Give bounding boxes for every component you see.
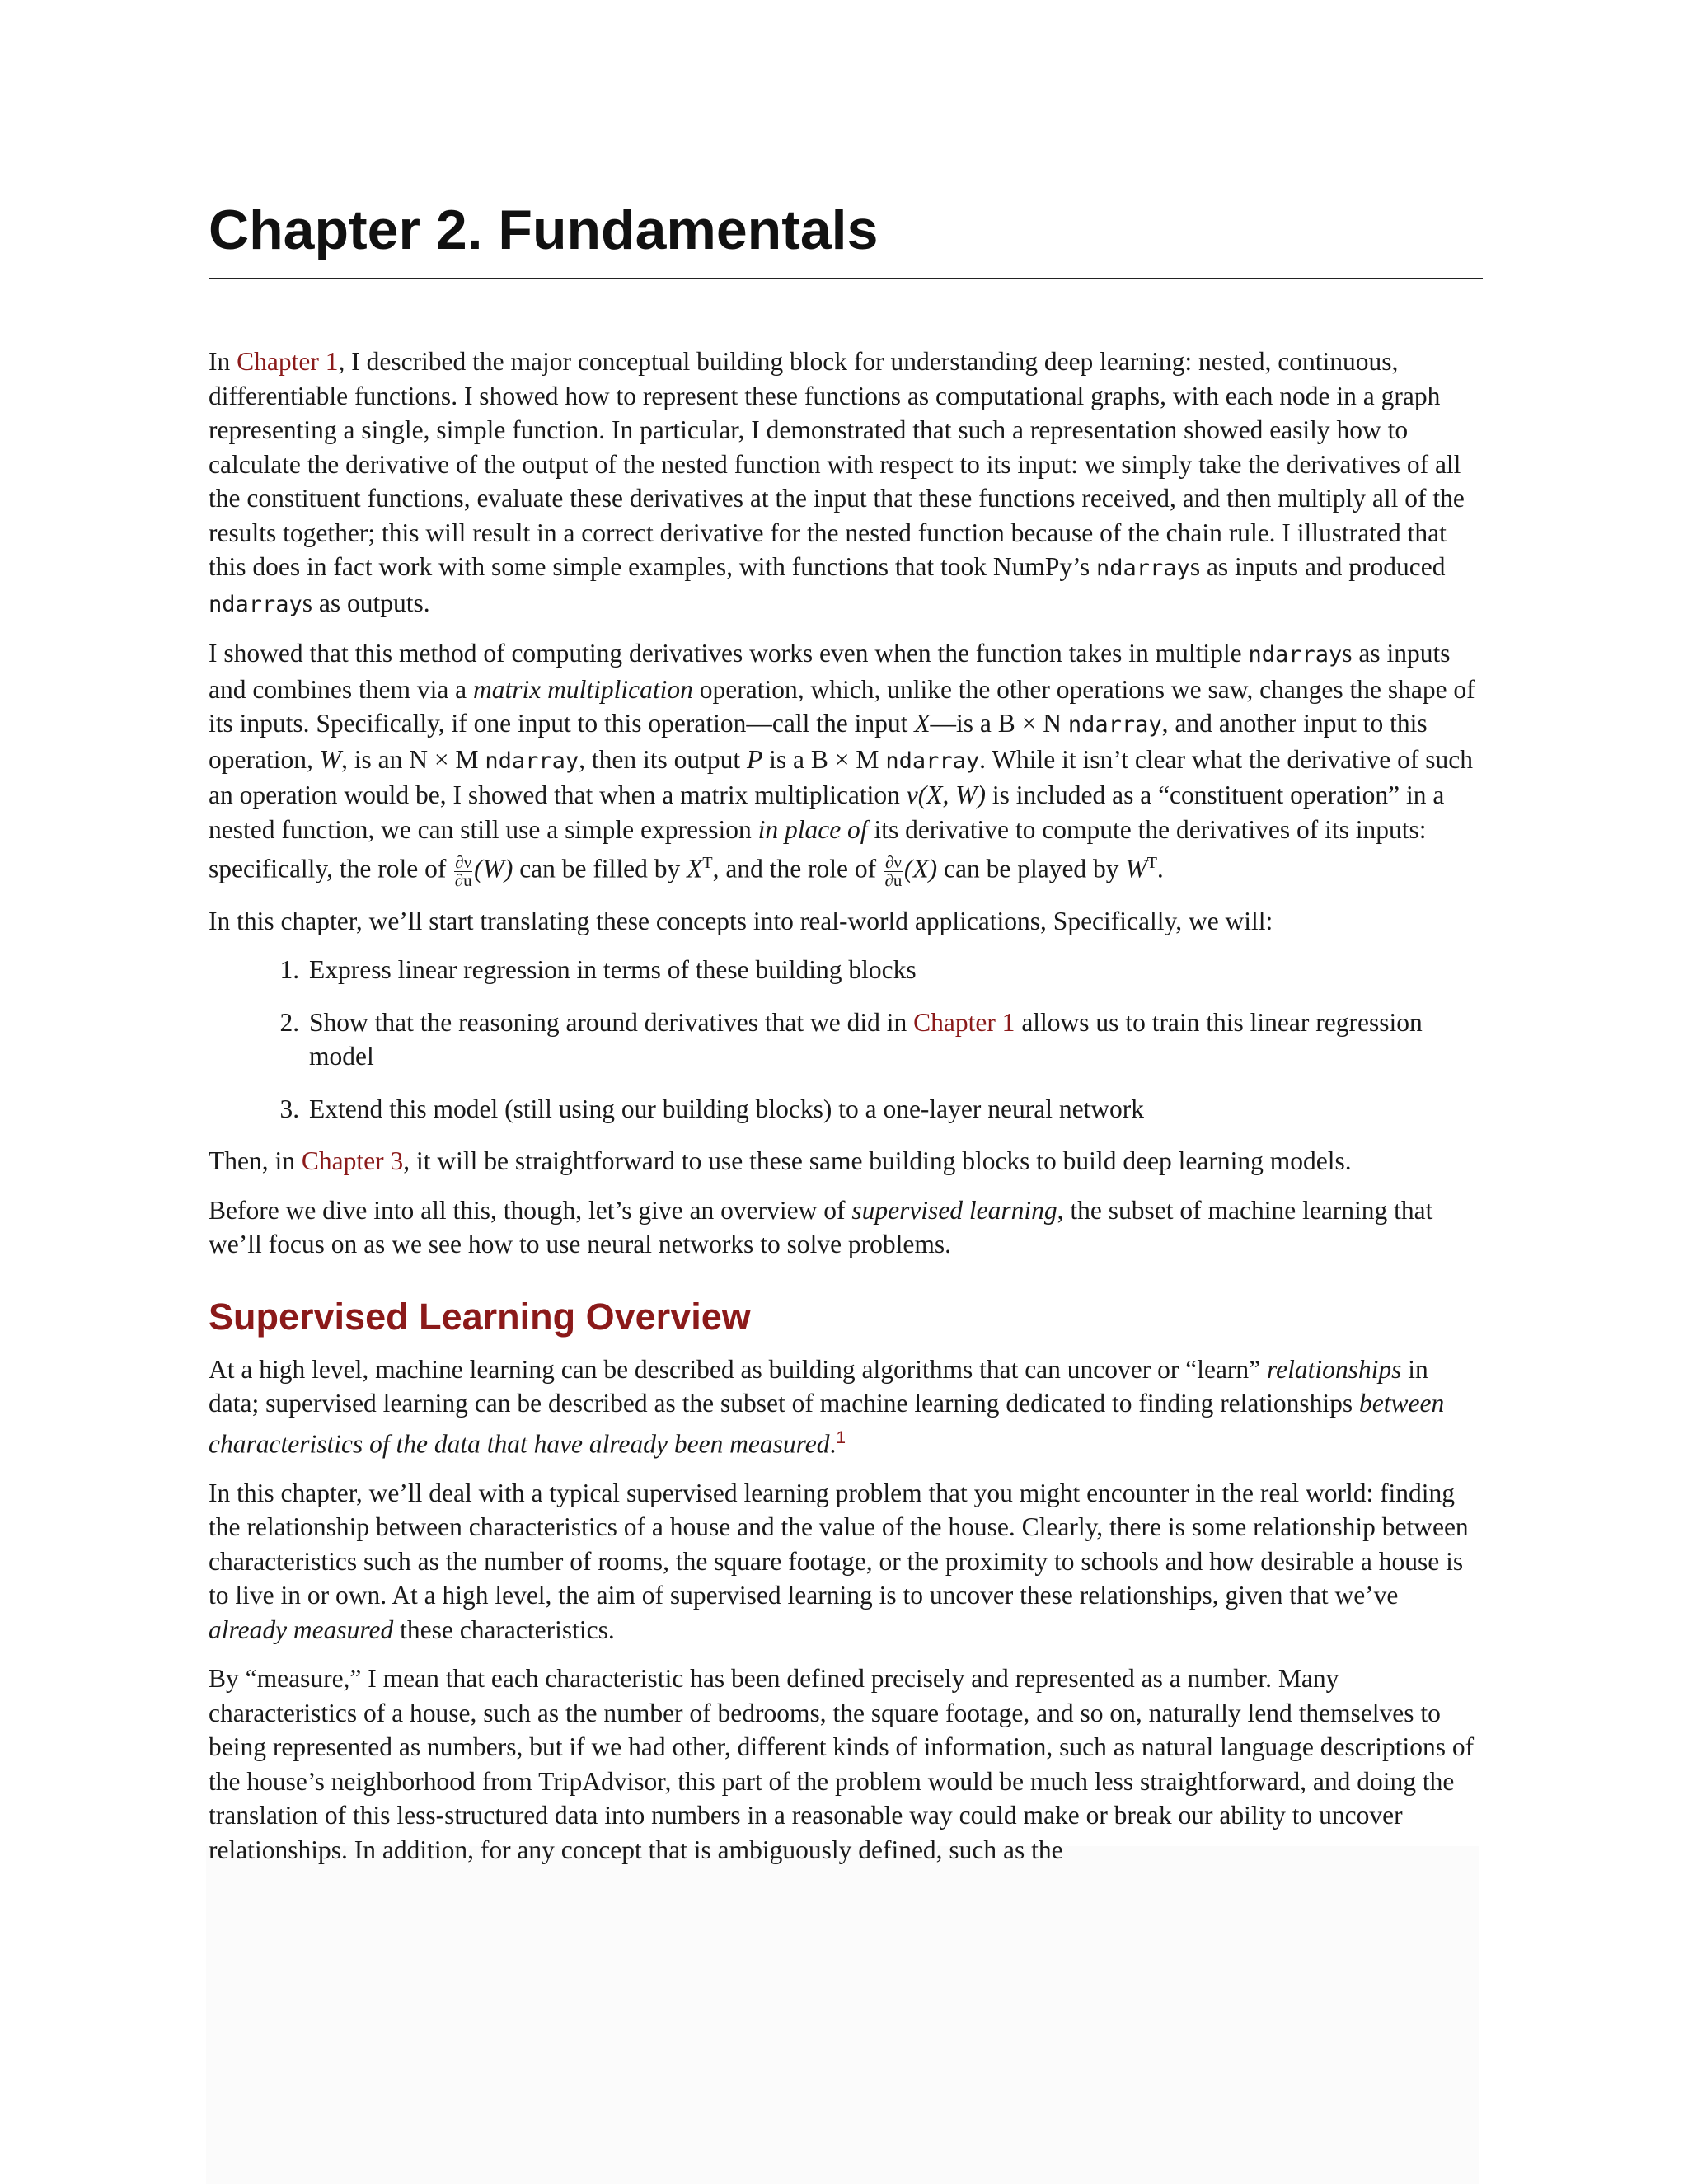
text: its derivative to compute the derivatives of its inputs: specifically, the role of (209, 814, 1427, 883)
chapter-plan-list (209, 953, 1483, 1126)
code-ndarray: ndarray (885, 748, 980, 774)
paragraph-chapter-plan: In this chapter, we’ll start translating these concepts into real-world applications, Specifically, we will: (209, 906, 1273, 935)
fraction-numerator: ∂ν (885, 851, 902, 872)
chapter-1-link[interactable]: Chapter 1 (913, 1007, 1015, 1037)
text: s as outputs. (302, 588, 430, 617)
text: allows us to train this linear regression model (309, 1007, 1423, 1071)
partial-derivative-fraction (884, 851, 903, 890)
text: can be played by (937, 854, 1126, 883)
text: I showed that this method of computing derivatives works even when the function takes in multiple (209, 639, 1249, 668)
text: . (1156, 854, 1164, 883)
text: , is an N × M (340, 744, 485, 774)
code-ndarray: ndarray (209, 591, 302, 617)
text: Extend this model (still using our building blocks) to a one-layer neural network (309, 1094, 1145, 1123)
text: Then, in (209, 1146, 302, 1176)
fraction-numerator: ∂ν (455, 851, 472, 872)
list-item (306, 1092, 1483, 1127)
chapter-body (209, 344, 1483, 1882)
text: operation, which, unlike the other operations we saw, changes the shape of its inputs. Specifically, if one input to this operation—call the input (209, 674, 1475, 738)
math-var-w: W (319, 744, 341, 774)
text: s as inputs and produced (1189, 552, 1446, 581)
paragraph-ml-definition (209, 1352, 1483, 1461)
chapter-title: Chapter 2. Fundamentals (209, 199, 879, 261)
code-ndarray: ndarray (485, 748, 579, 774)
section-title: Supervised Learning Overview (209, 1295, 751, 1338)
text: . While it isn’t clear what the derivative of such an operation would be, I showed that when a matrix multiplication (209, 744, 1474, 809)
text: , the subset of machine learning that we’ll focus on as we see how to use neural networks to solve problems. (209, 1195, 1433, 1259)
text: At a high level, machine learning can be described as building algorithms that can uncover or “learn” (209, 1354, 1268, 1384)
code-ndarray: ndarray (1067, 712, 1162, 738)
footnote-ref[interactable]: 1 (836, 1427, 846, 1447)
paragraph-measure: By “measure,” I mean that each characteristic has been defined precisely and represented as a number. Many characteristics of a house, such as the number of bedrooms, the square footage, and so on, naturally lend themselves to being represented as numbers, but if we had other, different kinds of information, such as natural language descriptions of the house’s neighborhood from TripAdvisor, this part of the problem would be much less straightforward, and doing the translation of this less-structured data into numbers in a reasonable way could make or break our ability to uncover relationships. In addition, for any concept that is ambiguously defined, such as the (209, 1664, 1475, 1864)
text: is a B × M (762, 744, 886, 774)
title-rule (209, 278, 1483, 279)
text: , it will be straightforward to use these same building blocks to build deep learning models. (403, 1146, 1352, 1176)
chapter-1-link[interactable]: Chapter 1 (237, 347, 339, 376)
list-item (306, 1005, 1483, 1074)
book-page (209, 0, 1483, 2184)
math-var-w: W (1125, 854, 1147, 883)
fraction-denominator: ∂u (454, 869, 472, 890)
text: Show that the reasoning around derivatives that we did in (309, 1007, 914, 1037)
emphasis: relationships (1267, 1354, 1402, 1384)
text: , I described the major conceptual building block for understanding deep learning: nested, continuous, differentiable functions. I showed how to represent these functions as computational graphs, with each node in a graph representing a single, simple function. In particular, I demonstrated that such a representation showed easily how to calculate the derivative of the output of the nested function with respect to its input: we simply take the derivatives of all the constituent functions, evaluate these derivatives at the input that these functions received, and then multiply all of the results together; this will result in a correct derivative for the nested function because of the chain rule. I illustrated that this does in fact work with some simple examples, with functions that took NumPy’s (209, 347, 1465, 581)
text: Express linear regression in terms of these building blocks (309, 955, 917, 985)
code-ndarray: ndarray (1096, 555, 1190, 581)
text: . (829, 1429, 837, 1459)
paragraph-intro (209, 344, 1483, 621)
chapter-3-link[interactable]: Chapter 3 (301, 1146, 404, 1176)
emphasis: in place of (757, 814, 868, 844)
emphasis: matrix multiplication (473, 674, 693, 704)
text: in data; supervised learning can be described as the subset of machine learning dedicated to finding relationships (209, 1354, 1428, 1418)
text: , then its output (579, 744, 748, 774)
fraction-denominator: ∂u (884, 869, 903, 890)
text: In this chapter, we’ll deal with a typical supervised learning problem that you might encounter in the real world: finding the relationship between characteristics of a house and the value of the house. Clearly, there is some relationship between characteristics such as the number of rooms, the square footage, or the proximity to schools and how desirable a house is to live in or own. At a high level, the aim of supervised learning is to uncover these relationships, given that we’ve (209, 1478, 1469, 1610)
emphasis: supervised learning (851, 1195, 1057, 1225)
math-var-x: X (687, 854, 703, 883)
list-item (306, 953, 1483, 987)
paragraph-overview-intro (209, 1193, 1483, 1262)
text: s as inputs and combines them via a (209, 639, 1451, 704)
text: —is a B × N (930, 709, 1068, 738)
text: , and the role of (712, 854, 884, 883)
math-expression: ν(X, W) (906, 780, 986, 809)
math-var-x: X (914, 709, 931, 738)
transpose-superscript: T (702, 854, 713, 872)
paragraph-chapter-3 (209, 1144, 1483, 1179)
text: In (209, 347, 237, 376)
partial-derivative-fraction (454, 851, 472, 890)
text: is included as a “constituent operation” in a nested function, we can still use a simple expression (209, 780, 1445, 844)
text: these characteristics. (393, 1615, 615, 1644)
text: Before we dive into all this, though, let’s give an overview of (209, 1195, 852, 1225)
transpose-superscript: T (1146, 854, 1157, 872)
math-var-p: P (747, 744, 763, 774)
math-arg: (W) (474, 854, 513, 883)
emphasis: between characteristics of the data that have already been measured (209, 1389, 1445, 1459)
math-arg: (X) (903, 854, 938, 883)
emphasis: already measured (209, 1615, 394, 1644)
text: , and another input to this operation, (209, 709, 1428, 774)
code-ndarray: ndarray (1248, 642, 1343, 668)
paragraph-matrix-multiplication (209, 636, 1483, 889)
text: can be filled by (513, 854, 687, 883)
paragraph-house-example (209, 1476, 1483, 1647)
